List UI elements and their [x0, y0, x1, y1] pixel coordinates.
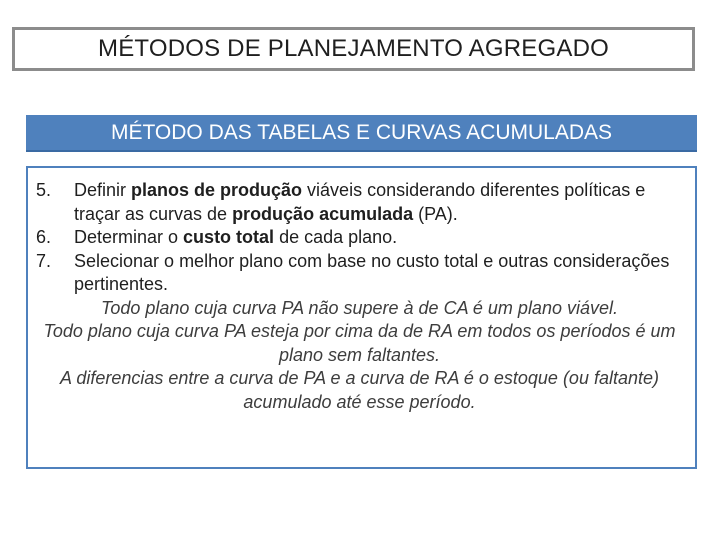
slide-title: MÉTODOS DE PLANEJAMENTO AGREGADO: [98, 35, 609, 62]
step-text: [74, 179, 683, 226]
subtitle-bar: [26, 115, 697, 152]
note-no-shortage-plan: Todo plano cuja curva PA esteja por cima da de RA em todos os períodos é um plano sem faltantes.: [43, 321, 676, 365]
step-text: [74, 250, 683, 297]
title-box: [12, 27, 695, 71]
step-item: [36, 179, 683, 226]
step-text-bold: produção acumulada: [232, 203, 414, 224]
step-text-part: Selecionar o melhor plano com base no custo total e outras considerações pertinentes.: [74, 250, 670, 294]
steps-list: [36, 179, 683, 297]
step-text-part: de cada plano.: [274, 227, 398, 247]
step-item: [36, 250, 683, 297]
step-item: [36, 226, 683, 250]
note-viable-plan: Todo plano cuja curva PA não supere à de CA é um plano viável.: [101, 297, 618, 318]
slide-subtitle: MÉTODO DAS TABELAS E CURVAS ACUMULADAS: [110, 120, 613, 144]
step-text-part: (PA).: [413, 203, 458, 224]
step-number: 5.: [36, 180, 52, 200]
step-text-part: viáveis considerando diferentes políticas e traçar as curvas de: [74, 180, 646, 224]
content-box: [26, 166, 697, 469]
step-number: 7.: [36, 250, 52, 271]
step-text-bold: planos de produção: [131, 180, 303, 200]
step-text-part: Definir: [74, 180, 132, 200]
step-text: [74, 226, 397, 250]
step-number: 6.: [36, 227, 52, 247]
step-text-bold: custo total: [183, 227, 275, 247]
step-text-part: Determinar o: [74, 227, 184, 247]
note-accumulated-stock: A diferencias entre a curva de PA e a curva de RA é o estoque (ou faltante) acumulado até esse período.: [59, 368, 659, 412]
